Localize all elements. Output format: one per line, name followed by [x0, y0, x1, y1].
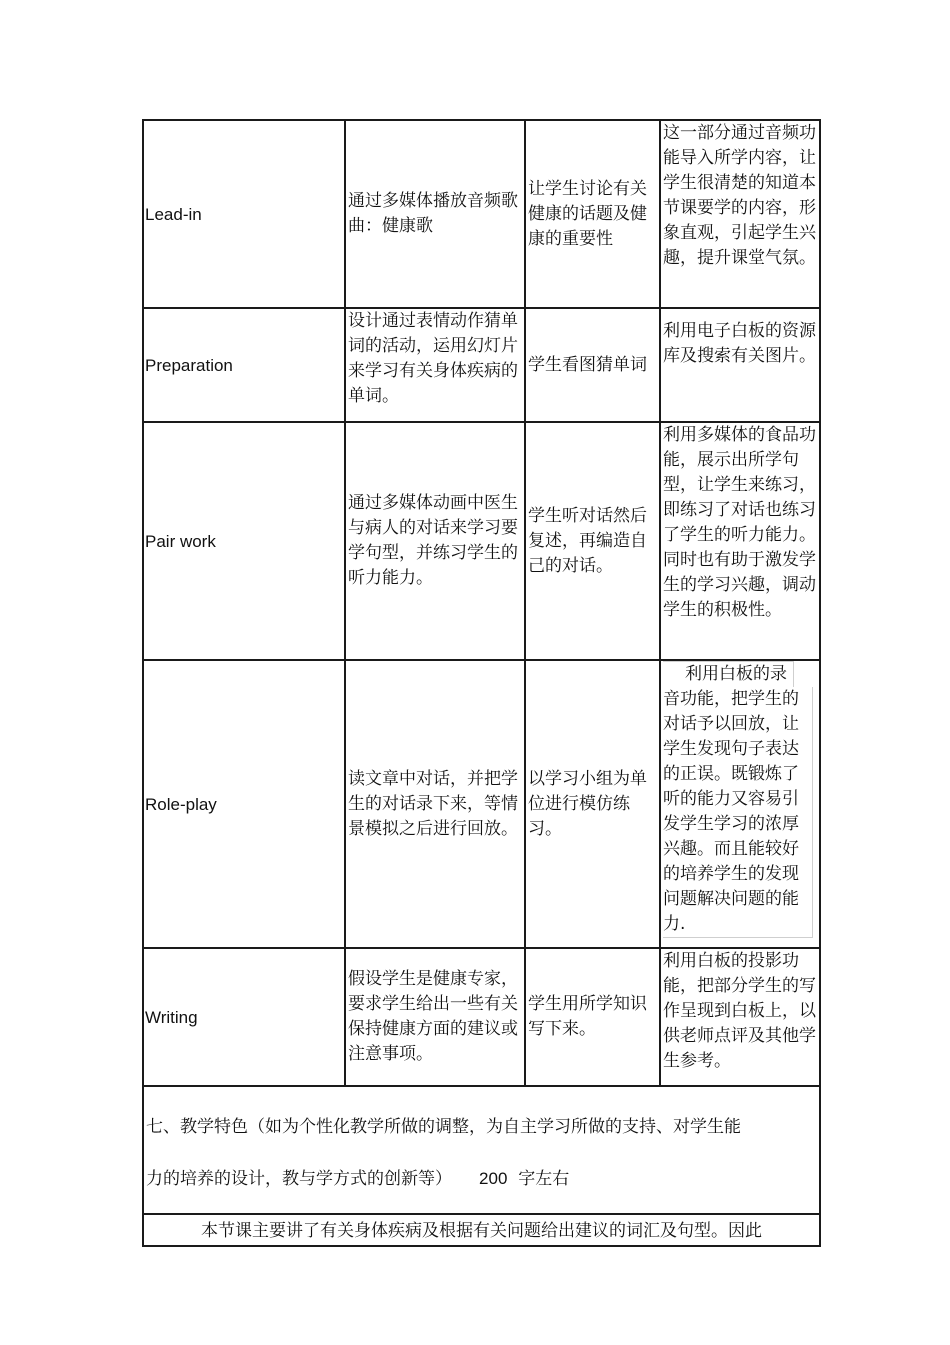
student-activity-cell: 学生看图猜单词 [525, 308, 660, 422]
feature-heading-line-2 [146, 1153, 817, 1205]
teacher-activity-cell: 读文章中对话，并把学生的对话录下来，等情景模拟之后进行回放。 [345, 660, 525, 948]
purpose-cell: 这一部分通过音频功能导入所学内容，让学生很清楚的知道本节课要学的内容，形象直观，引起学生兴趣，提升课堂气氛。 [660, 120, 820, 308]
purpose-first-line: 利用白板的录 [663, 661, 794, 687]
summary-cell: 本节课主要讲了有关身体疾病及根据有关问题给出建议的词汇及句型。因此 [143, 1214, 820, 1246]
teacher-activity-cell: 假设学生是健康专家，要求学生给出一些有关保持健康方面的建议或注意事项。 [345, 948, 525, 1086]
teacher-activity-cell: 设计通过表情动作猜单词的活动，运用幻灯片来学习有关身体疾病的单词。 [345, 308, 525, 422]
feature-word-count-suffix: 字左右 [518, 1169, 570, 1189]
stage-cell: Preparation [143, 308, 345, 422]
summary-row [143, 1214, 820, 1246]
student-activity-cell: 学生用所学知识写下来。 [525, 948, 660, 1086]
purpose-cell [660, 660, 820, 948]
student-activity-cell: 让学生讨论有关健康的话题及健康的重要性 [525, 120, 660, 308]
table-row [143, 948, 820, 1086]
feature-heading-line-1: 七、教学特色（如为个性化教学所做的调整，为自主学习所做的支持、对学生能 [146, 1117, 741, 1137]
table-row [143, 422, 820, 660]
table-row [143, 660, 820, 948]
feature-heading-text: 力的培养的设计，教与学方式的创新等） [146, 1169, 452, 1189]
stage-cell: Lead-in [143, 120, 345, 308]
feature-row [143, 1086, 820, 1214]
table-row [143, 308, 820, 422]
student-activity-cell: 学生听对话然后复述，再编造自己的对话。 [525, 422, 660, 660]
purpose-cell: 利用多媒体的食品功能，展示出所学句型，让学生来练习，即练习了对话也练习了学生的听力能力。同时也有助于激发学生的学习兴趣，调动学生的积极性。 [660, 422, 820, 660]
stage-cell: Writing [143, 948, 345, 1086]
stage-cell: Role-play [143, 660, 345, 948]
table-row [143, 120, 820, 308]
purpose-body: 音功能，把学生的对话予以回放，让学生发现句子表达的正误。既锻炼了听的能力又容易引发学生学习的浓厚兴趣。而且能较好的培养学生的发现问题解决问题的能力. [663, 687, 813, 938]
purpose-cell: 利用电子白板的资源库及搜索有关图片。 [660, 308, 820, 422]
lesson-plan-table [142, 119, 821, 1247]
stage-cell: Pair work [143, 422, 345, 660]
student-activity-cell: 以学习小组为单位进行模仿练习。 [525, 660, 660, 948]
purpose-cell: 利用白板的投影功能，把部分学生的写作呈现到白板上，以供老师点评及其他学生参考。 [660, 948, 820, 1086]
feature-word-count: 200 [479, 1169, 508, 1188]
teacher-activity-cell: 通过多媒体动画中医生与病人的对话来学习要学句型，并练习学生的听力能力。 [345, 422, 525, 660]
teaching-feature-cell [143, 1086, 820, 1214]
teacher-activity-cell: 通过多媒体播放音频歌曲：健康歌 [345, 120, 525, 308]
